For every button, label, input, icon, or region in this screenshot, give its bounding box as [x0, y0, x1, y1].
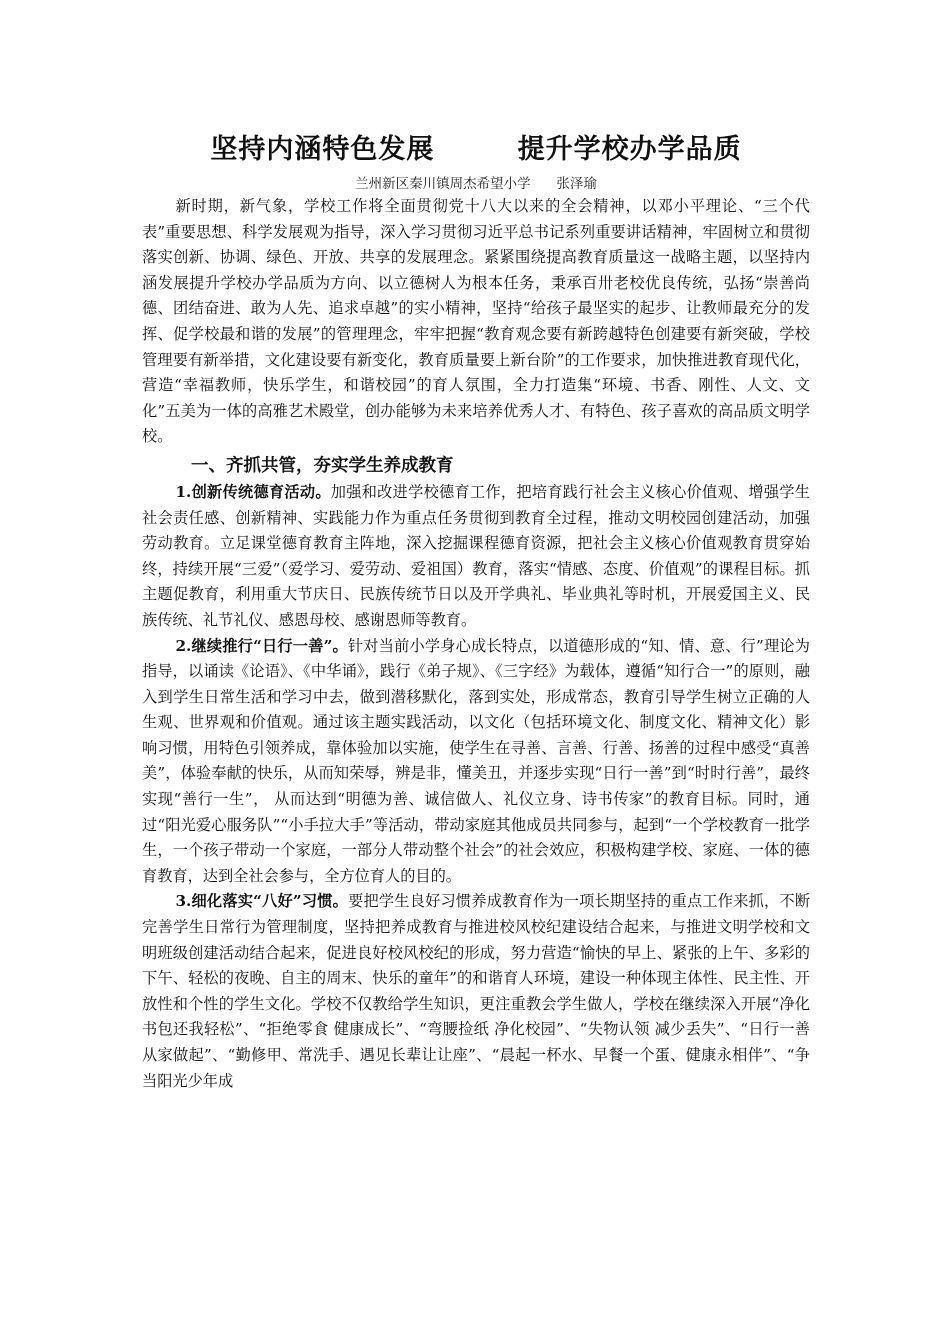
item-text-2: 针对当前小学身心成长特点，以道德形成的“知、情、意、行”理论为指导，以诵读《论语》、《中华诵》，践行《弟子规》、《三字经》为载体，遵循“知行合一”的原则，融入到学生日常生活和学习中去，做到潜移默化，落到实处，形成常态，教育引导学生树立正确的人生观、世界观和价值观。通过该主题实践活动，以文化（包括环境文化、制度文化、精神文化）影响习惯，用特色引领养成，靠体验加以实施，使学生在寻善、言善、行善、扬善的过程中感受“真善美”，体验奉献的快乐，从而知荣辱，辨是非，懂美丑，并逐步实现“日行一善”到“时时行善”，最终实现“善行一生”， 从而达到“明德为善、诚信做人、礼仪立身、诗书传家”的教育目标。同时，通过“阳光爱心服务队”“小手拉大手”等活动，带动家庭其他成员共同参与，起到“一个学校教育一批学生，一个孩子带动一个家庭，一部分人带动整个社会”的社会效应，积极构建学校、家庭、一体的德育教育，达到全社会参与，全方位育人的目的。	[142, 636, 810, 885]
document-title: 坚持内涵特色发展 提升学校办学品质	[210, 134, 742, 165]
item-lead-3: 3.细化落实“八好”习惯。	[175, 892, 349, 911]
author-byline: 兰州新区秦川镇周杰希望小学 张泽瑜	[355, 176, 597, 192]
item-paragraph-1	[142, 480, 810, 634]
item-lead-1: 1.创新传统德育活动。	[175, 482, 331, 501]
item-paragraph-3	[142, 889, 810, 1094]
item-paragraph-2	[142, 634, 810, 890]
item-lead-2: 2.继续推行“日行一善”。	[175, 636, 348, 655]
document-page	[142, 128, 810, 1094]
item-text-3: 要把学生良好习惯养成教育作为一项长期坚持的重点工作来抓，不断完善学生日常行为管理制度，坚持把养成教育与推进校风校纪建设结合起来，与推进文明学校和文明班级创建活动结合起来，促进良好校风校纪的形成，努力营造“愉快的早上、紧张的上午、多彩的下午、轻松的夜晚、自主的周末、快乐的童年”的和谐育人环境，建设一种体现主体性、民主性、开放性和个性的学生文化。学校不仅教给学生知识，更注重教会学生做人，学校在继续深入开展“净化书包还我轻松”、“拒绝零食 健康成长”、“弯腰捡纸 净化校园”、“失物认领 减少丢失”、“日行一善 从家做起”、“勤修甲、常洗手、遇见长辈让让座”、“晨起一杯水、早餐一个蛋、健康永相伴”、“争当阳光少年成	[142, 892, 811, 1090]
item-text-1: 加强和改进学校德育工作，把培育践行社会主义核心价值观、增强学生社会责任感、创新精神、实践能力作为重点任务贯彻到教育全过程，推动文明校园创建活动，加强劳动教育。立足课堂德育教育主阵地，深入挖掘课程德育资源，把社会主义核心价值观教育贯穿始终，持续开展“三爱”（爱学习、爱劳动、爱祖国）教育，落实“情感、态度、价值观”的课程目标。抓主题促教育，利用重大节庆日、民族传统节日以及开学典礼、毕业典礼等时机，开展爱国主义、民族传统、礼节礼仪、感恩母校、感谢恩师等教育。	[142, 482, 810, 629]
intro-paragraph: 新时期，新气象，学校工作将全面贯彻党十八大以来的全会精神，以邓小平理论、“三个代表”重要思想、科学发展观为指导，深入学习贯彻习近平总书记系列重要讲话精神，牢固树立和贯彻落实创新、协调、绿色、开放、共享的发展理念。紧紧围绕提高教育质量这一战略主题，以坚持内涵发展提升学校办学品质为方向、以立德树人为根本任务，秉承百卅老校优良传统，弘扬“崇善尚德、团结奋进、敢为人先、追求卓越”的实小精神，坚持“给孩子最坚实的起步、让教师最充分的发挥、促学校最和谐的发展”的管理理念，牢牢把握“教育观念要有新跨越特色创建要有新突破，学校管理要有新举措，文化建设要有新变化，教育质量要上新台阶”的工作要求，加快推进教育现代化，营造“幸福教师，快乐学生，和谐校园”的育人氛围，全力打造集“环境、书香、刚性、人文、文化”五美为一体的高雅艺术殿堂，创办能够为未来培养优秀人才、有特色、孩子喜欢的高品质文明学校。	[142, 197, 810, 446]
section-heading-1: 一、齐抓共管，夯实学生养成教育	[191, 455, 454, 476]
